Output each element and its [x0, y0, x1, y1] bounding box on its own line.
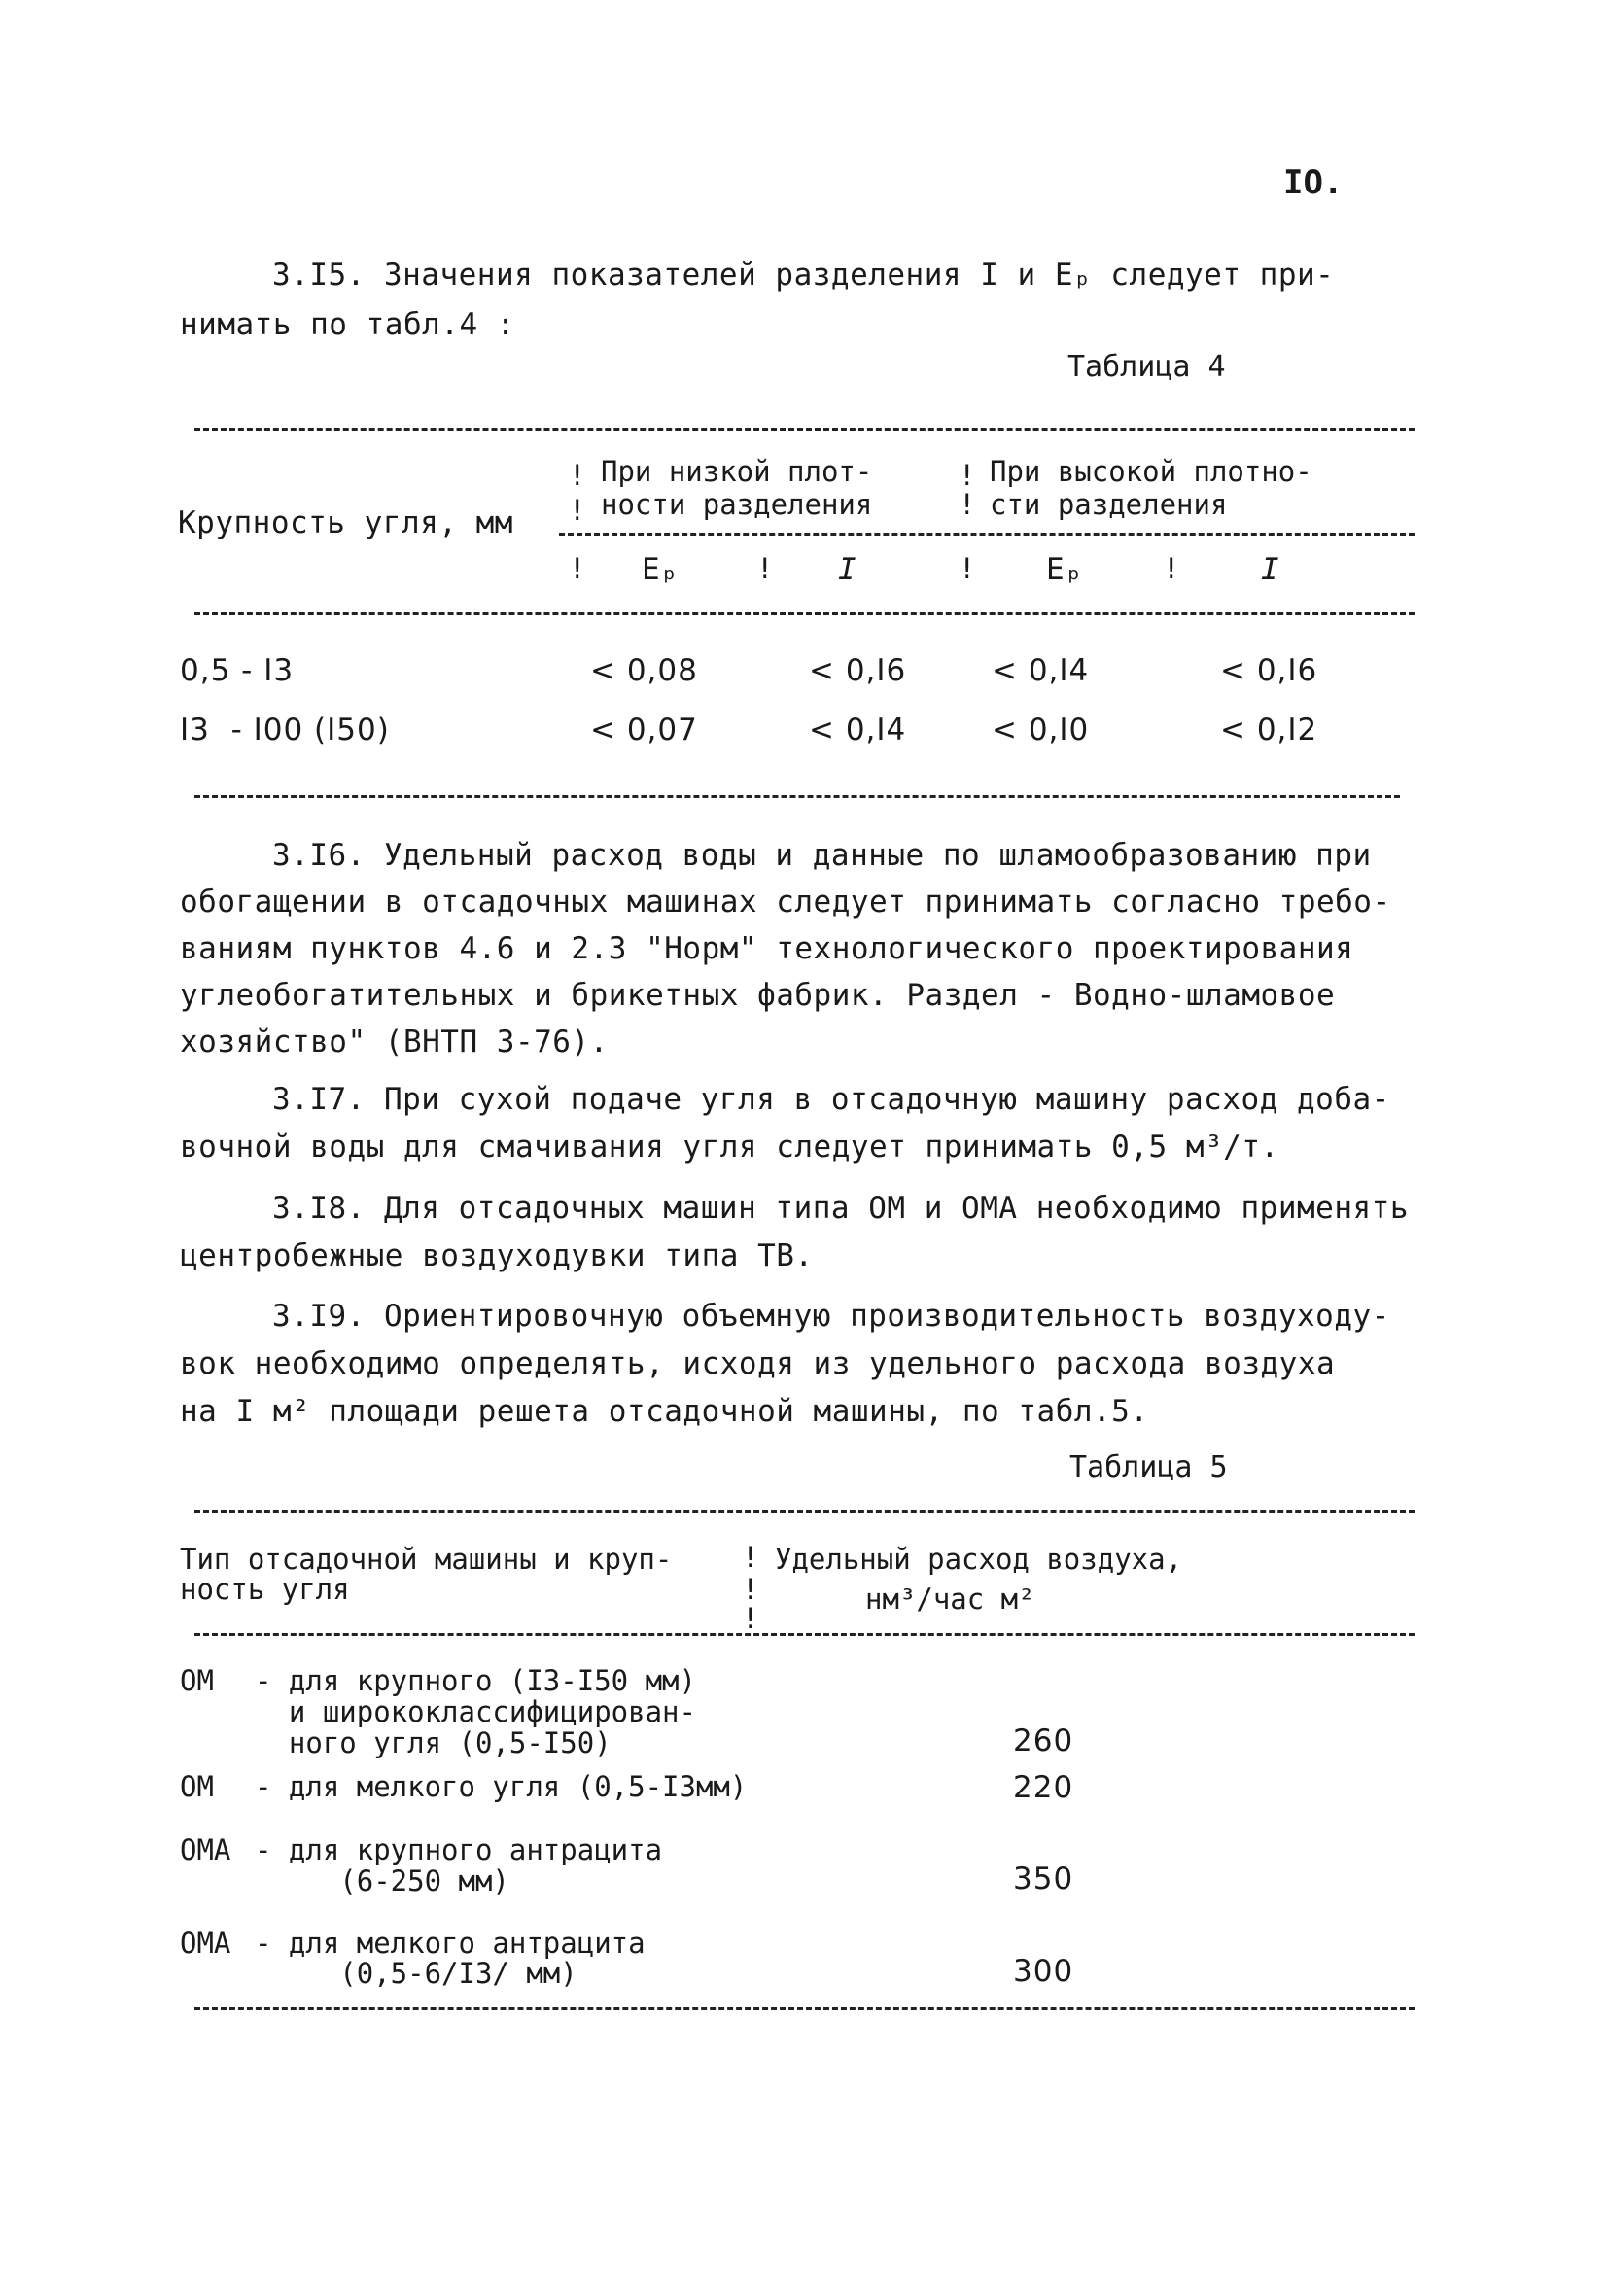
table-5-row-4-desc-line-1: - для мелкого антрацита	[255, 1927, 646, 1960]
table-5-separator: !	[742, 1602, 759, 1635]
table-5-bottom-rule	[194, 2007, 1415, 2010]
paragraph-3-16-line-4: углеобогатительных и брикетных фабрик. Раздел - Водно-шламовое	[180, 978, 1336, 1013]
paragraph-3-17-line-1: 3.I7. При сухой подаче угля в отсадочную машину расход доба-	[272, 1082, 1390, 1117]
table-4-separator: !	[756, 552, 774, 585]
table-4-row-1-low-i: < 0,I6	[809, 653, 907, 688]
paragraph-3-16-line-2: обогащении в отсадочных машинах следует принимать согласно требо-	[180, 885, 1391, 920]
table-4-separator: !	[569, 459, 586, 492]
table-5-row-1-value: 260	[1013, 1723, 1074, 1758]
paragraph-3-15-line-1: 3.I5. Значения показателей разделения І и Eₚ следует при-	[272, 258, 1335, 293]
table-4-header-low-line-1: При низкой плот-	[601, 455, 873, 488]
table-5-header-type-line-1: Тип отсадочной машины и круп-	[180, 1543, 673, 1576]
table-4-row-2-low-i: < 0,I4	[809, 713, 907, 748]
table-4-header-high-line-2: сти разделения	[990, 488, 1228, 521]
table-4-row-2-low-ep: < 0,07	[590, 713, 698, 748]
table-4-separator: !	[959, 488, 976, 521]
table-5-row-4-desc-line-2: (0,5-6/I3/ мм)	[255, 1957, 577, 1990]
table-4-subheader-i-high: І	[1261, 552, 1280, 587]
table-5-row-2-value: 220	[1013, 1770, 1074, 1805]
table-5-row-2-code: ОМ	[180, 1770, 214, 1803]
paragraph-3-19-line-3: на I м² площади решета отсадочной машины, по табл.5.	[180, 1394, 1149, 1429]
table-5-row-3-value: 350	[1013, 1861, 1074, 1896]
table-4-row-2-size: I3 - I00 (I50)	[180, 713, 390, 748]
table-4-header-high-line-1: При высокой плотно-	[990, 455, 1312, 488]
paragraph-3-15-line-2: нимать по табл.4 :	[180, 307, 515, 342]
table-4-row-1-high-i: < 0,I6	[1220, 653, 1318, 688]
table-4-separator: !	[569, 494, 586, 527]
paragraph-3-18-line-1: 3.I8. Для отсадочных машин типа ОМ и ОМА необходимо применять	[272, 1191, 1409, 1226]
table-4-row-1-low-ep: < 0,08	[590, 653, 698, 688]
table-5-top-rule	[194, 1510, 1415, 1513]
table-5-header-rate-line-1: Удельный расход воздуха,	[775, 1543, 1183, 1576]
table-5-header-rate-line-2: нм³/час м²	[865, 1583, 1035, 1616]
table-4-subheader-ep-high: Eₚ	[1046, 552, 1084, 587]
table-4-caption: Таблица 4	[1067, 350, 1226, 384]
table-4-separator: !	[959, 459, 976, 492]
table-4-row-1-high-ep: < 0,I4	[992, 653, 1090, 688]
paragraph-3-16-line-5: хозяйство" (ВНТП 3-76).	[180, 1025, 609, 1060]
table-4-separator: !	[1163, 552, 1180, 585]
table-4-header-size: Крупность угля, мм	[178, 505, 513, 540]
table-4-top-rule	[194, 428, 1415, 431]
table-5-row-2-desc-line-1: - для мелкого угля (0,5-I3мм)	[255, 1770, 748, 1803]
table-5-separator: !	[742, 1573, 759, 1606]
paragraph-3-19-line-1: 3.I9. Ориентировочную объемную производительность воздуходу-	[272, 1299, 1390, 1334]
table-4-row-2-high-ep: < 0,I0	[992, 713, 1090, 748]
paragraph-3-16-line-3: ваниям пунктов 4.6 и 2.3 "Норм" технологического проектирования	[180, 931, 1354, 966]
table-5-header-rule	[194, 1633, 1415, 1636]
table-5-row-1-desc-line-2: и ширококлассифицирован-	[255, 1695, 696, 1728]
table-5-caption: Таблица 5	[1069, 1450, 1228, 1484]
table-4-header-rule	[194, 612, 1415, 615]
page-number: IO.	[1283, 163, 1344, 202]
table-5-row-1-desc-line-1: - для крупного (I3-I50 мм)	[255, 1664, 696, 1697]
table-4-header-low-line-2: ности разделения	[601, 488, 873, 521]
table-5-row-3-desc-line-1: - для крупного антрацита	[255, 1833, 663, 1866]
table-4-subheader-rule	[559, 533, 1415, 536]
table-4-subheader-i-low: І	[838, 552, 857, 587]
table-5-row-4-value: 300	[1013, 1954, 1074, 1989]
table-4-separator: !	[959, 552, 976, 585]
paragraph-3-18-line-2: центробежные воздуходувки типа ТВ.	[180, 1238, 814, 1273]
table-5-row-1-desc-line-3: ного угля (0,5-I50)	[255, 1726, 612, 1759]
table-5-row-3-desc-line-2: (6-250 мм)	[255, 1864, 509, 1897]
table-4-bottom-rule	[194, 795, 1400, 798]
paragraph-3-17-line-2: вочной воды для смачивания угля следует принимать 0,5 м³/т.	[180, 1130, 1279, 1165]
table-5-row-4-code: ОМА	[180, 1927, 231, 1960]
table-4-row-1-size: 0,5 - I3	[180, 653, 295, 688]
table-5-header-type-line-2: ность угля	[180, 1573, 350, 1606]
paragraph-3-16-line-1: 3.I6. Удельный расход воды и данные по шламообразованию при	[272, 838, 1372, 873]
table-4-separator: !	[569, 552, 586, 585]
table-5-row-3-code: ОМА	[180, 1833, 231, 1866]
paragraph-3-19-line-2: вок необходимо определять, исходя из удельного расхода воздуха	[180, 1346, 1336, 1381]
table-5-row-1-code: ОМ	[180, 1664, 214, 1697]
table-4-subheader-ep-low: Eₚ	[642, 552, 680, 587]
table-5-separator: !	[742, 1541, 759, 1574]
table-4-row-2-high-i: < 0,I2	[1220, 713, 1318, 748]
